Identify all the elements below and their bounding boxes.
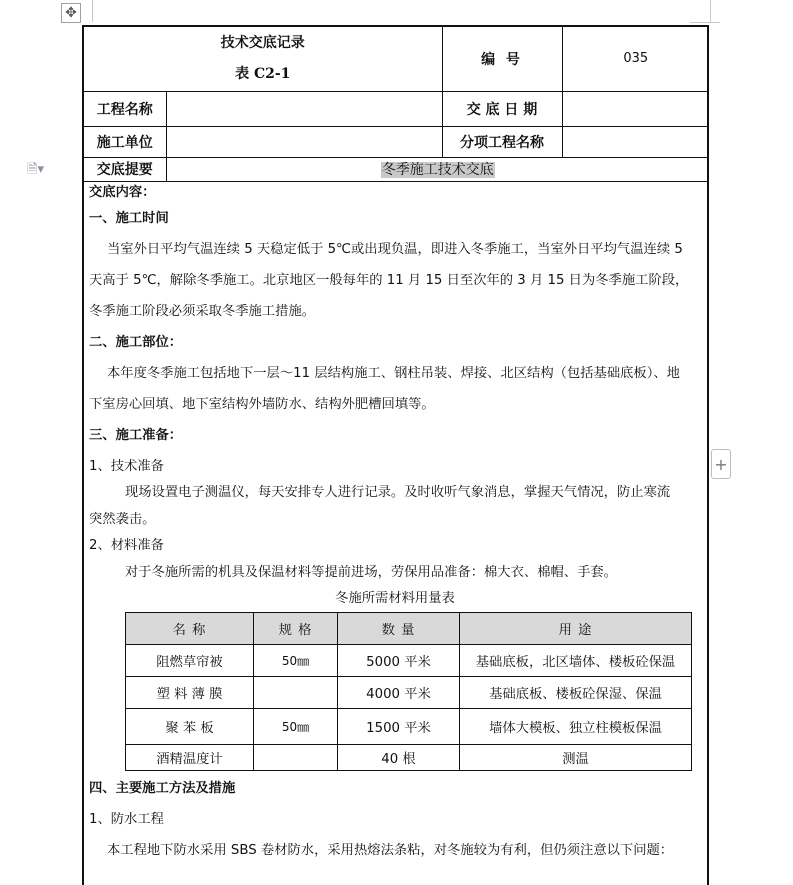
section-3-sub1-line1: 现场设置电子测温仪，每天安排专人进行记录。及时收听气象消息，掌握天气情况，防止寒流 <box>125 484 671 500</box>
summary-label: 交底提要 <box>84 157 166 181</box>
add-button[interactable] <box>711 449 731 479</box>
section-4-sub1: 1、防水工程 <box>89 811 164 827</box>
section-3-title: 三、施工准备： <box>89 427 183 443</box>
page-corner-mark-right-h <box>690 22 720 23</box>
table-cell: 墙体大模板、独立柱模板保温 <box>460 708 692 744</box>
table-row <box>126 644 692 676</box>
page-corner-mark <box>92 0 93 22</box>
page-corner-mark-right <box>710 0 711 22</box>
table-cell <box>254 676 338 708</box>
section-1-line2: 天高于 5℃，解除冬季施工。北京地区一般每年的 11 月 15 日至次年的 3 月 15 日为冬季施工阶段， <box>89 272 689 288</box>
table-cell: 塑 料 薄 膜 <box>126 676 254 708</box>
header-table <box>84 27 709 182</box>
section-3-sub1: 1、技术准备 <box>89 458 164 474</box>
document-page <box>82 25 709 885</box>
section-4-title: 四、主要施工方法及措施 <box>89 780 236 796</box>
table-cell: 聚 苯 板 <box>126 708 254 744</box>
date-field[interactable] <box>562 91 709 126</box>
section-3-sub2-line1: 对于冬施所需的机具及保温材料等提前进场，劳保用品准备：棉大衣、棉帽、手套。 <box>125 564 617 580</box>
unit-label: 施工单位 <box>84 126 166 157</box>
table-cell: 50㎜ <box>254 708 338 744</box>
plus-icon: + <box>714 454 728 474</box>
document-icon[interactable]: 🗎▾ <box>27 162 44 177</box>
table-cell: 5000 平米 <box>338 644 460 676</box>
col-header-name: 名 称 <box>126 612 254 644</box>
number-value[interactable]: 035 <box>562 27 709 91</box>
sub-project-field[interactable] <box>562 126 709 157</box>
table-row <box>126 744 692 770</box>
table-cell: 阻燃草帘被 <box>126 644 254 676</box>
table-cell: 酒精温度计 <box>126 744 254 770</box>
form-title-line2: 表 C2-1 <box>235 65 291 82</box>
project-name-label: 工程名称 <box>84 91 166 126</box>
section-3-sub2: 2、材料准备 <box>89 537 164 553</box>
form-title-line1: 技术交底记录 <box>220 34 305 51</box>
table-cell: 1500 平米 <box>338 708 460 744</box>
section-1-title: 一、施工时间 <box>89 210 169 226</box>
col-header-qty: 数 量 <box>338 612 460 644</box>
section-1-line1: 当室外日平均气温连续 5 天稳定低于 5℃或出现负温，即进入冬季施工，当室外日平均气温连续 5 <box>107 241 683 257</box>
table-row <box>126 676 692 708</box>
materials-table-header <box>126 612 692 644</box>
project-name-field[interactable] <box>166 91 442 126</box>
section-2-title: 二、施工部位： <box>89 334 183 350</box>
move-arrows-icon: ✥ <box>65 5 77 21</box>
table-move-handle[interactable] <box>61 3 81 23</box>
table-cell: 4000 平米 <box>338 676 460 708</box>
col-header-use: 用 途 <box>460 612 692 644</box>
section-4-line1: 本工程地下防水采用 SBS 卷材防水，采用热熔法条粘，对冬施较为有利，但仍须注意以下问题： <box>107 842 674 858</box>
table-row <box>126 708 692 744</box>
section-1-line3: 冬季施工阶段必须采取冬季施工措施。 <box>89 303 316 319</box>
section-3-sub1-line2: 突然袭击。 <box>89 511 156 527</box>
content-intro: 交底内容： <box>89 184 156 200</box>
section-2-line1: 本年度冬季施工包括地下一层～11 层结构施工、钢柱吊装、焊接、北区结构（包括基础底板）、地 <box>107 365 680 381</box>
sub-project-label: 分项工程名称 <box>442 126 562 157</box>
section-2-line2: 下室房心回填、地下室结构外墙防水、结构外肥槽回填等。 <box>89 396 435 412</box>
summary-value: 冬季施工技术交底 <box>381 162 494 178</box>
number-label: 编 号 <box>442 27 562 91</box>
summary-field[interactable] <box>166 157 709 181</box>
table-cell <box>254 744 338 770</box>
materials-table <box>125 612 692 771</box>
table-cell: 50㎜ <box>254 644 338 676</box>
table-cell: 40 根 <box>338 744 460 770</box>
unit-field[interactable] <box>166 126 442 157</box>
form-title <box>84 27 442 91</box>
materials-table-title: 冬施所需材料用量表 <box>335 590 455 606</box>
table-cell: 基础底板，北区墙体、楼板砼保温 <box>460 644 692 676</box>
col-header-spec: 规 格 <box>254 612 338 644</box>
date-label: 交 底 日 期 <box>442 91 562 126</box>
content-body <box>84 182 707 866</box>
table-cell: 基础底板、楼板砼保湿、保温 <box>460 676 692 708</box>
table-cell: 测温 <box>460 744 692 770</box>
